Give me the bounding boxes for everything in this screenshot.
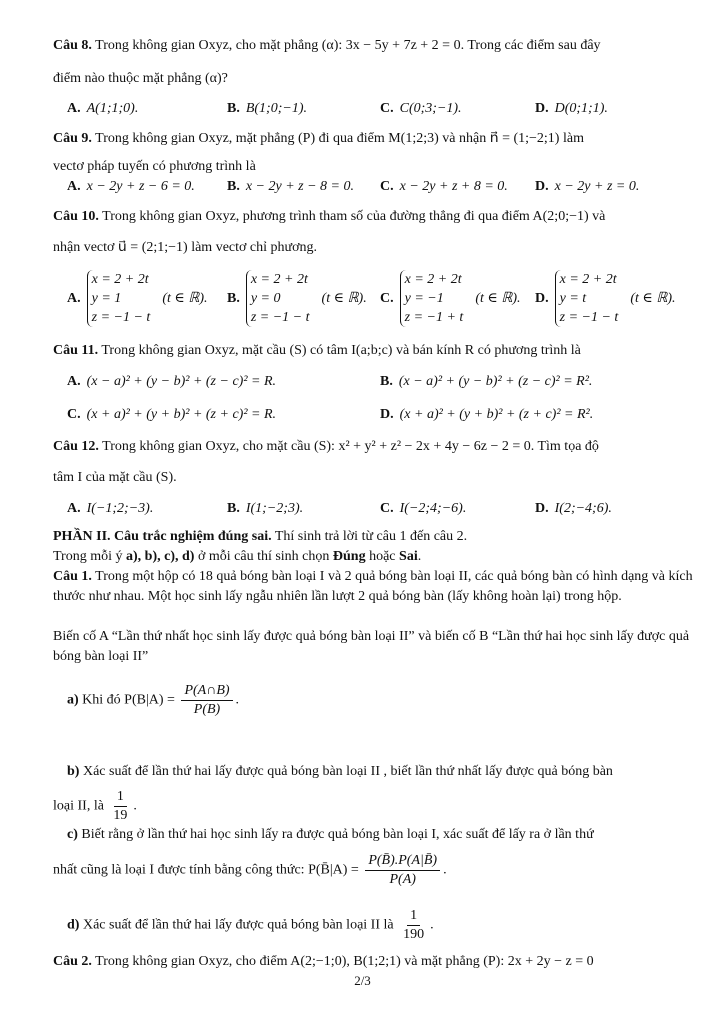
equation-system: x = 2 + 2t y = 0 z = −1 − t <box>246 270 310 327</box>
statement-d: d) Xác suất để lần thứ hai lấy được quả bóng bàn loại II là $\frac{1}{190}$ . <box>67 908 434 942</box>
fraction: $\frac{P(B̄).P(A|B̄)}{P(A)}$ <box>365 852 440 889</box>
option-c: C. x − 2y + z + 8 = 0. <box>380 179 508 194</box>
question-12-text: Trong không gian Oxyz, cho mặt cầu (S): x² + y² + z² − 2x + 4y − 6z − 2 = 0. Tìm tọa độ <box>102 439 599 454</box>
option-a: A. A(1;1;0). <box>67 101 139 116</box>
statement-b: b) Xác suất để lần thứ hai lấy được quả bóng bàn loại II , biết lần thứ nhất lấy được quả bóng bàn <box>67 764 613 779</box>
question-9-text2: vectơ pháp tuyến có phương trình là <box>53 159 256 174</box>
option-b: B. I(1;−2;3). <box>227 501 304 516</box>
fraction: $\frac{1}{19}$ <box>113 789 128 823</box>
question-10-options <box>53 270 693 332</box>
question-11-options-row2 <box>53 404 693 426</box>
statement-c-line2: nhất cũng là loại I được tính bằng công thức: P(B̄|A) = $\frac{P(B̄).P(A|B̄)}{P(A)}$ . <box>53 853 447 887</box>
question-12-line2 <box>53 467 693 489</box>
question-12-title: Câu 12. <box>53 439 99 454</box>
question-9-options <box>53 176 693 198</box>
true-false-question-2: Câu 2. Trong không gian Oxyz, cho điểm A(2;−1;0), B(1;2;1) và mặt phẳng (P): 2x + 2y − z = 0 <box>53 954 594 969</box>
true-false-question-1: Câu 1. Trong một hộp có 18 quả bóng bàn loại I và 2 quả bóng bàn loại II, các quả bóng bàn có hình dạng và kích thước như nhau. Một học sinh lấy ngẫu nhiên lần lượt 2 quả bóng bàn (lấy không hoàn lại) trong hộp. <box>53 569 693 604</box>
question-12-text2: tâm I của mặt cầu (S). <box>53 470 177 485</box>
question-8-text: Trong không gian Oxyz, cho mặt phẳng (α): 3x − 5y + 7z + 2 = 0. Trong các điểm sau đây <box>95 38 601 53</box>
option-a: A. I(−1;2;−3). <box>67 501 154 516</box>
question-9-text: Trong không gian Oxyz, mặt phẳng (P) đi qua điểm M(1;2;3) và nhận n⃗ = (1;−2;1) làm <box>95 131 584 146</box>
question-10-text: Trong không gian Oxyz, phương trình tham số của đường thẳng đi qua điểm A(2;0;−1) và <box>102 209 606 224</box>
question-12 <box>53 436 693 458</box>
option-d: D. D(0;1;1). <box>535 101 608 116</box>
option-a: A. (x − a)² + (y − b)² + (z − c)² = R. <box>67 374 277 389</box>
option-c: C. C(0;3;−1). <box>380 101 462 116</box>
question-10-title: Câu 10. <box>53 209 99 224</box>
question-11-text: Trong không gian Oxyz, mặt cầu (S) có tâm I(a;b;c) và bán kính R có phương trình là <box>101 343 581 358</box>
fraction: $\frac{1}{190}$ <box>403 908 425 942</box>
option-c: C. (x + a)² + (y + b)² + (z + c)² = R. <box>67 407 277 422</box>
question-11-title: Câu 11. <box>53 343 99 358</box>
option-b: B. x = 2 + 2t y = 0 z = −1 − t (t ∈ ℝ). <box>227 272 367 325</box>
question-8-text2: điểm nào thuộc mặt phẳng (α)? <box>53 71 228 86</box>
equation-system: x = 2 + 2t y = t z = −1 − t <box>555 270 619 327</box>
option-d: D. I(2;−4;6). <box>535 501 612 516</box>
equation-system: x = 2 + 2t y = −1 z = −1 + t <box>400 270 464 327</box>
statement-c: c) Biết rằng ở lần thứ hai học sinh lấy ra được quả bóng bàn loại I, xác suất để lấy ra ở lần thứ <box>67 827 594 842</box>
question-9 <box>53 128 693 150</box>
option-d: D. x − 2y + z = 0. <box>535 179 640 194</box>
option-a: A. x − 2y + z − 6 = 0. <box>67 179 195 194</box>
question-9-title: Câu 9. <box>53 131 92 146</box>
equation-system: x = 2 + 2t y = 1 z = −1 − t <box>87 270 151 327</box>
fraction: $\frac{P(A\cap B)}{P(B)}$ <box>181 682 232 719</box>
question-8 <box>53 35 693 57</box>
question-1-events: Biến cố A “Lần thứ nhất học sinh lấy được quả bóng bàn loại II” và biến cố B “Lần thứ hai học sinh lấy được quả bóng bàn loại II” <box>53 629 690 664</box>
question-11 <box>53 340 693 362</box>
question-8-title: Câu 8. <box>53 38 92 53</box>
option-c: C. I(−2;4;−6). <box>380 501 467 516</box>
statement-a: a) Khi đó P(B|A) = $\frac{P(A\cap B)}{P(B)}$ . <box>67 683 240 717</box>
question-8-options <box>53 98 693 120</box>
option-c: C. x = 2 + 2t y = −1 z = −1 + t (t ∈ ℝ). <box>380 272 521 325</box>
question-11-options-row1 <box>53 371 693 393</box>
option-b: B. x − 2y + z − 8 = 0. <box>227 179 355 194</box>
question-10-text2: nhận vectơ u⃗ = (2;1;−1) làm vectơ chỉ phương. <box>53 240 318 255</box>
option-d: D. x = 2 + 2t y = t z = −1 − t (t ∈ ℝ). <box>535 272 676 325</box>
question-9-line2 <box>53 156 693 178</box>
question-10 <box>53 206 693 228</box>
option-b: B. B(1;0;−1). <box>227 101 307 116</box>
statement-b-line2: loại II, là $\frac{1}{19}$ . <box>53 789 137 823</box>
option-b: B. (x − a)² + (y − b)² + (z − c)² = R². <box>380 374 593 389</box>
question-8-line2 <box>53 68 693 90</box>
option-a: A. x = 2 + 2t y = 1 z = −1 − t (t ∈ ℝ). <box>67 272 208 325</box>
part-2-heading: PHẦN II. Câu trắc nghiệm đúng sai. Thí sinh trả lời từ câu 1 đến câu 2. <box>53 529 468 544</box>
option-d: D. (x + a)² + (y + b)² + (z + c)² = R². <box>380 407 594 422</box>
page-number: 2/3 <box>354 973 371 988</box>
question-12-options <box>53 498 693 520</box>
part-2-instructions: Trong mỗi ý a), b), c), d) ở mỗi câu thí sinh chọn Đúng hoặc Sai. <box>53 549 422 564</box>
question-10-line2 <box>53 237 693 259</box>
